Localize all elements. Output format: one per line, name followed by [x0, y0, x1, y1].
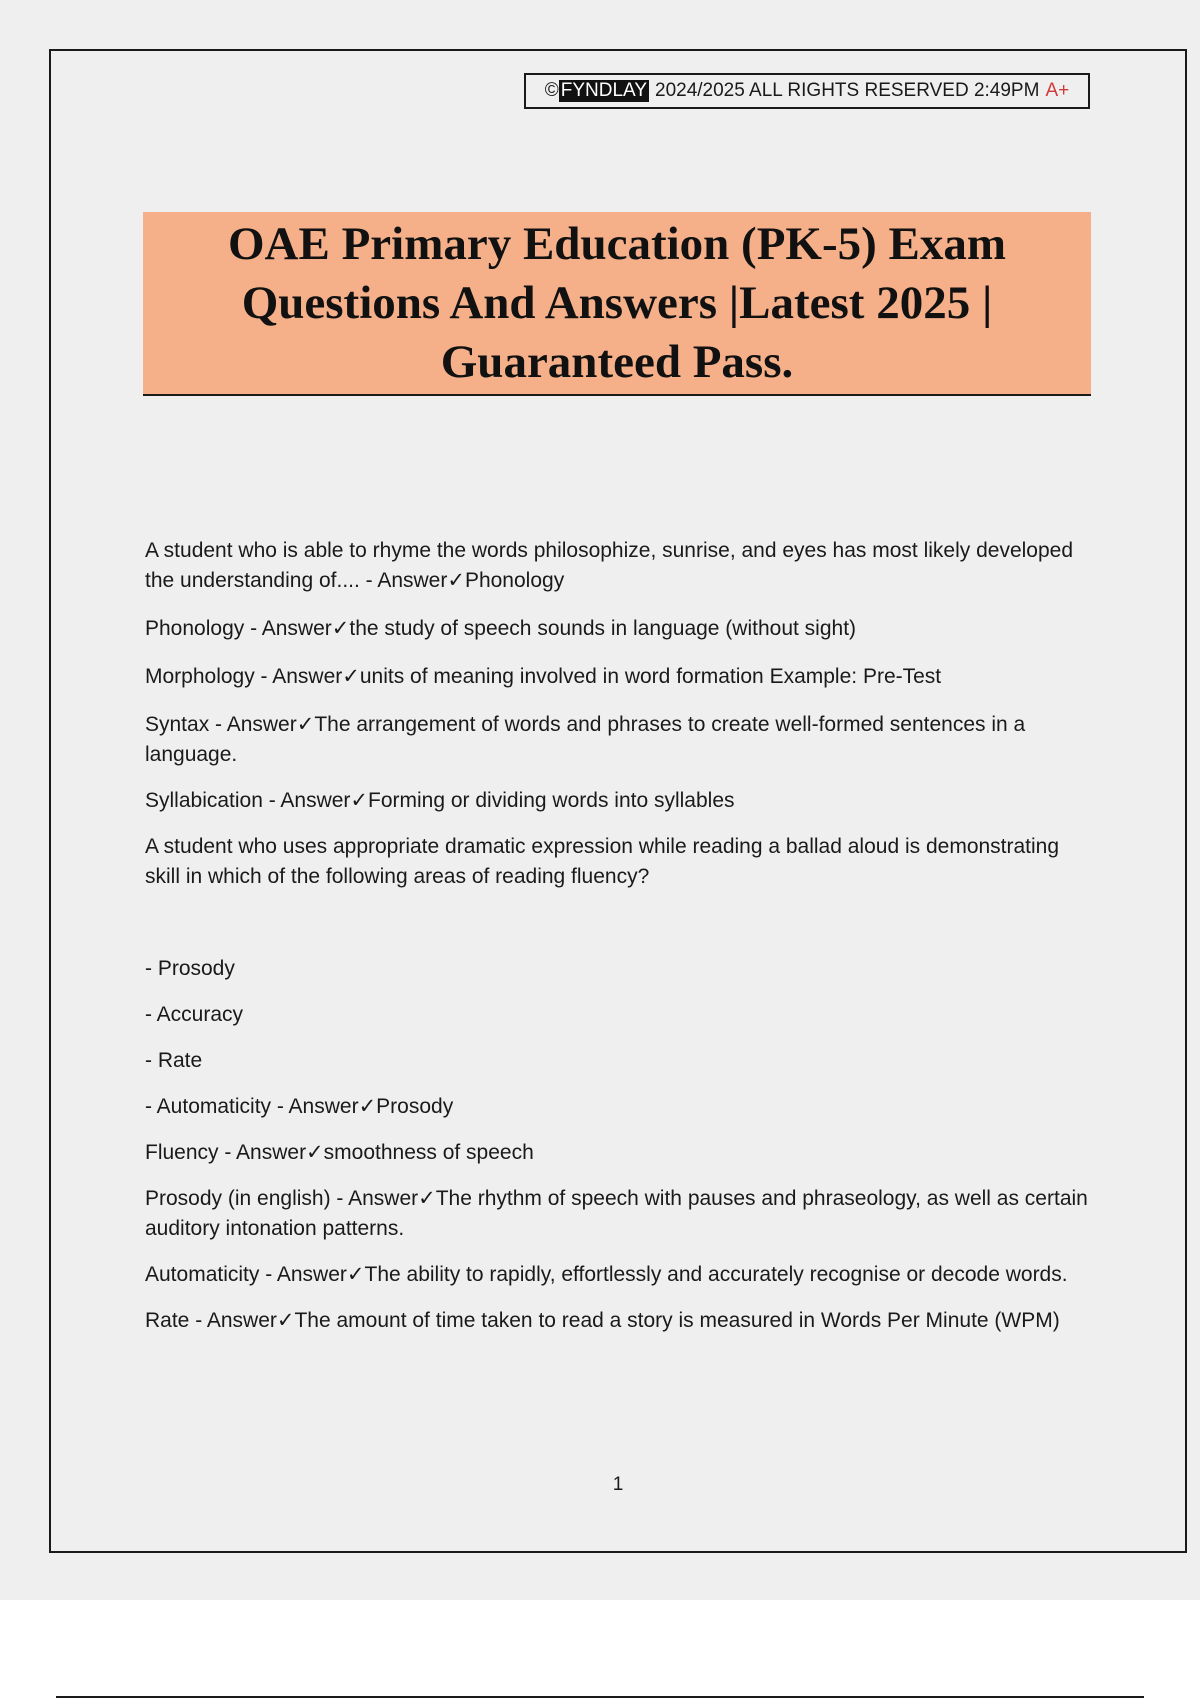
document-title: OAE Primary Education (PK-5) Exam Questions And Answers |Latest 2025 | Guaranteed Pass. — [227, 217, 1007, 388]
definition-syntax: Syntax - Answer✓The arrangement of words and phrases to create well-formed sentences in a language. — [145, 713, 1026, 766]
definition-fluency: Fluency - Answer✓smoothness of speech — [145, 1141, 534, 1164]
definition-automaticity: Automaticity - Answer✓The ability to rapidly, effortlessly and accurately recognise or decode words. — [145, 1263, 1068, 1286]
copyright-symbol: © — [544, 80, 559, 101]
question-rhyme: A student who is able to rhyme the words philosophize, sunrise, and eyes has most likely developed the understanding of.... - Answer✓Phonology — [145, 539, 1074, 592]
next-page-divider — [56, 1696, 1144, 1698]
definition-morphology: Morphology - Answer✓units of meaning involved in word formation Example: Pre-Test — [145, 665, 942, 688]
definition-syllabication: Syllabication - Answer✓Forming or dividing words into syllables — [145, 789, 735, 812]
question-fluency: A student who uses appropriate dramatic expression while reading a ballad aloud is demonstrating skill in which of the following areas of reading fluency? — [145, 835, 1060, 888]
definition-prosody: Prosody (in english) - Answer✓The rhythm of speech with pauses and phraseology, as well as certain auditory intonation patterns. — [145, 1187, 1088, 1240]
definition-phonology: Phonology - Answer✓the study of speech sounds in language (without sight) — [145, 617, 857, 640]
option-accuracy: - Accuracy — [145, 1003, 244, 1026]
definition-rate: Rate - Answer✓The amount of time taken to read a story is measured in Words Per Minute (WPM) — [145, 1309, 1060, 1332]
option-rate: - Rate — [145, 1049, 203, 1072]
document-body — [145, 536, 1095, 1336]
option-automaticity: - Automaticity - Answer✓Prosody — [145, 1095, 454, 1118]
copyright-notice — [524, 73, 1090, 109]
option-prosody: - Prosody — [145, 957, 235, 980]
title-banner — [143, 212, 1091, 396]
rights-notice: 2024/2025 ALL RIGHTS RESERVED 2:49PM — [655, 80, 1040, 101]
grade-badge: A+ — [1045, 80, 1070, 101]
brand-name: FYNDLAY — [560, 80, 647, 101]
page-number: 1 — [612, 1474, 624, 1495]
